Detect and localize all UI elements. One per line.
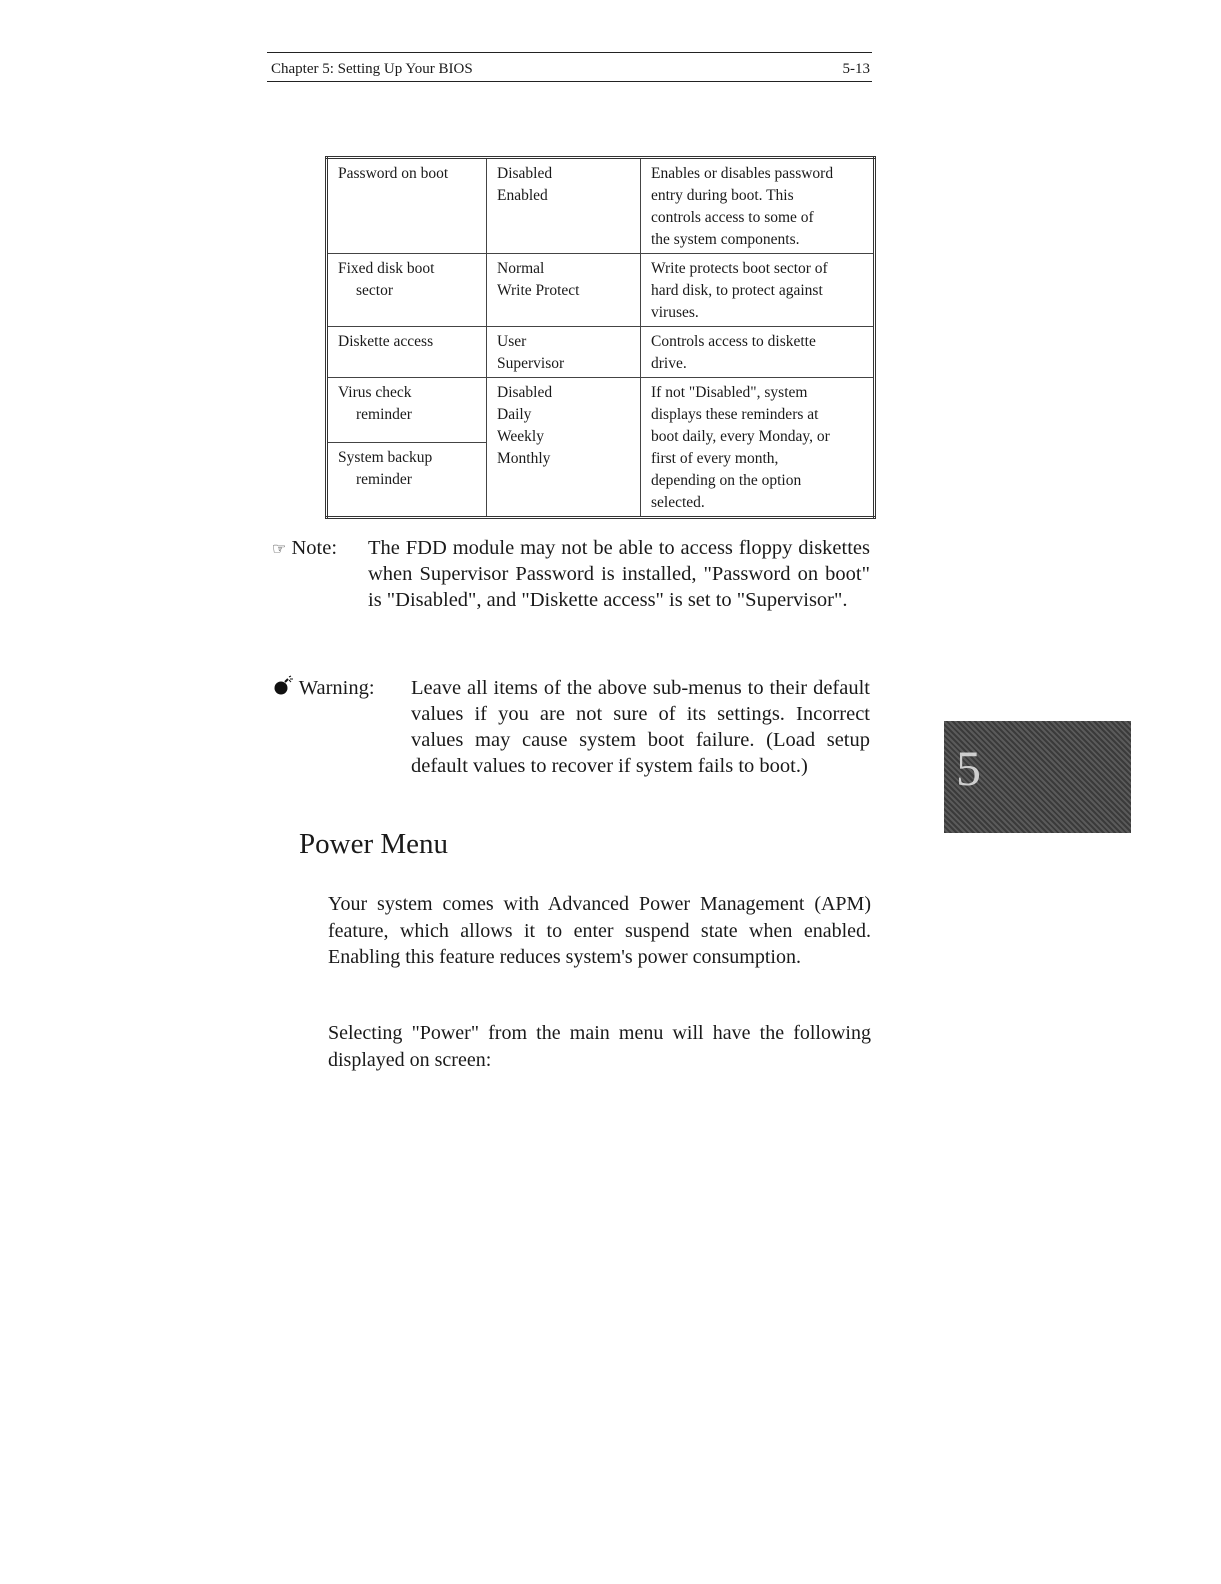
options-cell: Disabled Enabled	[487, 158, 641, 254]
chapter-tab	[944, 721, 1131, 833]
table-row	[327, 378, 875, 443]
description-cell: Enables or disables password entry during boot. This controls access to some of the system components.	[641, 158, 875, 254]
options-table	[325, 156, 876, 519]
body-paragraph: Your system comes with Advanced Power Management (APM) feature, which allows it to enter suspend state when enabled. Enabling this feature reduces system's power consumption.	[328, 893, 871, 968]
options-cell: User Supervisor	[487, 327, 641, 378]
item-cell: System backup reminder	[327, 442, 487, 517]
description-cell: If not "Disabled", system displays these reminders at boot daily, every Monday, or first of every month, depending on the option selected.	[641, 378, 875, 518]
note-text: The FDD module may not be able to access floppy diskettes when Supervisor Password is installed, "Password on boot" is "Disabled", and "Diskette access" is set to "Supervisor".	[368, 537, 870, 611]
body-paragraph: Selecting "Power" from the main menu will have the following displayed on screen:	[328, 1022, 871, 1071]
page-number: 5-13	[842, 61, 870, 77]
description-cell: Write protects boot sector of hard disk, to protect against viruses.	[641, 254, 875, 327]
chapter-title: Chapter 5: Setting Up Your BIOS	[271, 61, 473, 77]
description-cell: Controls access to diskette drive.	[641, 327, 875, 378]
bomb-icon	[272, 675, 294, 697]
section-title: Power Menu	[299, 828, 449, 860]
table-row	[327, 158, 875, 254]
options-cell: Normal Write Protect	[487, 254, 641, 327]
item-cell: Virus check reminder	[327, 378, 487, 443]
chapter-tab-number: 5	[956, 740, 981, 796]
warning-label: Warning:	[298, 677, 375, 699]
pointing-hand-icon: ☞	[272, 541, 287, 558]
table-row	[327, 254, 875, 327]
table-row	[327, 327, 875, 378]
note-label: Note:	[291, 537, 338, 559]
page-header	[267, 52, 872, 82]
warning-text: Leave all items of the above sub-menus to their default values if you are not sure of its settings. Incorrect values may cause system boot failure. (Load setup default values to recover if system fails to boot.)	[411, 677, 870, 777]
item-cell: Fixed disk boot sector	[327, 254, 487, 327]
item-cell: Diskette access	[327, 327, 487, 378]
item-cell: Password on boot	[327, 158, 487, 254]
options-cell: Disabled Daily Weekly Monthly	[487, 378, 641, 518]
